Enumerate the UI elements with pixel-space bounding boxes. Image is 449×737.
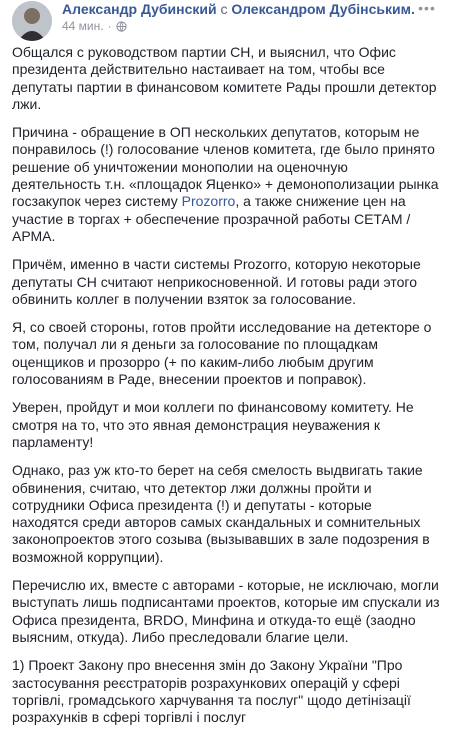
avatar[interactable] (12, 1, 52, 41)
author-line (62, 1, 415, 18)
paragraph-text: , а также снижение цен на участие в торгах + обеспечение прозрачной работы СЕТАМ / АРМА. (12, 193, 411, 244)
meta-separator: · (107, 19, 112, 33)
more-options-icon[interactable]: ••• (418, 0, 436, 16)
post-timestamp[interactable]: 44 мин. (62, 19, 104, 33)
tagged-user-link[interactable]: Олександром Дубінським. (231, 1, 415, 17)
post-body (12, 44, 440, 737)
paragraph-text: Причина - обращение в ОП нескольких депутатов, которым не понравилось (!) голосование членов комитета, где было принято решение об уничтожении монополии на оценочную деятельность т.н. «площадок Яценко» + демонополизации рынка госзакупок через систему (12, 124, 439, 210)
post-paragraph-3: Причём, именно в части системы Prozorro, которую некоторые депутаты СН считают неприкосновенной. И готовы ради этого обвинить коллег в получении взяток за голосование. (12, 256, 421, 307)
post-paragraph-8: 1) Проект Закону про внесення змін до Закону України "Про застосування реєстраторів розрахункових операцій у сфері торгівлі, громадського харчування та послуг" щодо детінізації розрахунків в сфері торгівлі і послуг (12, 657, 411, 726)
post-paragraph-7: Перечислю их, вместе с авторами - которые, не исключаю, могли выступать лишь подписантами проектов, которые им спускали из Офиса президента, BRDO, Минфина и откуда-то ещё (заодно выясним, откуда). Либо преследовали благие цели. (12, 577, 440, 645)
author-name-link[interactable]: Александр Дубинский (62, 1, 217, 17)
post-paragraph-1: Общался с руководством партии СН, и выяснил, что Офис президента действительно настаивает на том, чтобы все депутаты партии в финансовом комитете Рады прошли детектор лжи. (12, 44, 437, 112)
post-paragraph-6: Однако, раз уж кто-то берет на себя смелость выдвигать такие обвинения, считаю, что детектор лжи должны пройти и сотрудники Офиса президента (!) и депутаты - которые находятся среди авторов самых скандальных и сомнительных законопроектов этого созыва (вызывавших в зале подозрения в возможной коррупции). (12, 462, 430, 565)
post-meta (62, 19, 127, 33)
post-header (12, 0, 437, 36)
with-label: с (220, 1, 228, 17)
globe-icon[interactable] (116, 21, 127, 32)
post-paragraph-4: Я, со своей стороны, готов пройти исследование на детекторе о том, получал ли я деньги за голосование по площадкам оценщиков и прозорро (+ по каким-либо любым другим голосованиям в Раде, внесении проектов и поправок). (12, 319, 432, 388)
post-paragraph-2 (12, 124, 440, 245)
prozorro-link[interactable]: Prozorro (181, 193, 236, 210)
post-paragraph-5: Уверен, пройдут и мои коллеги по финансовому комитету. Не смотря на то, что это явная демонстрация неуважения к парламенту! (12, 399, 414, 450)
